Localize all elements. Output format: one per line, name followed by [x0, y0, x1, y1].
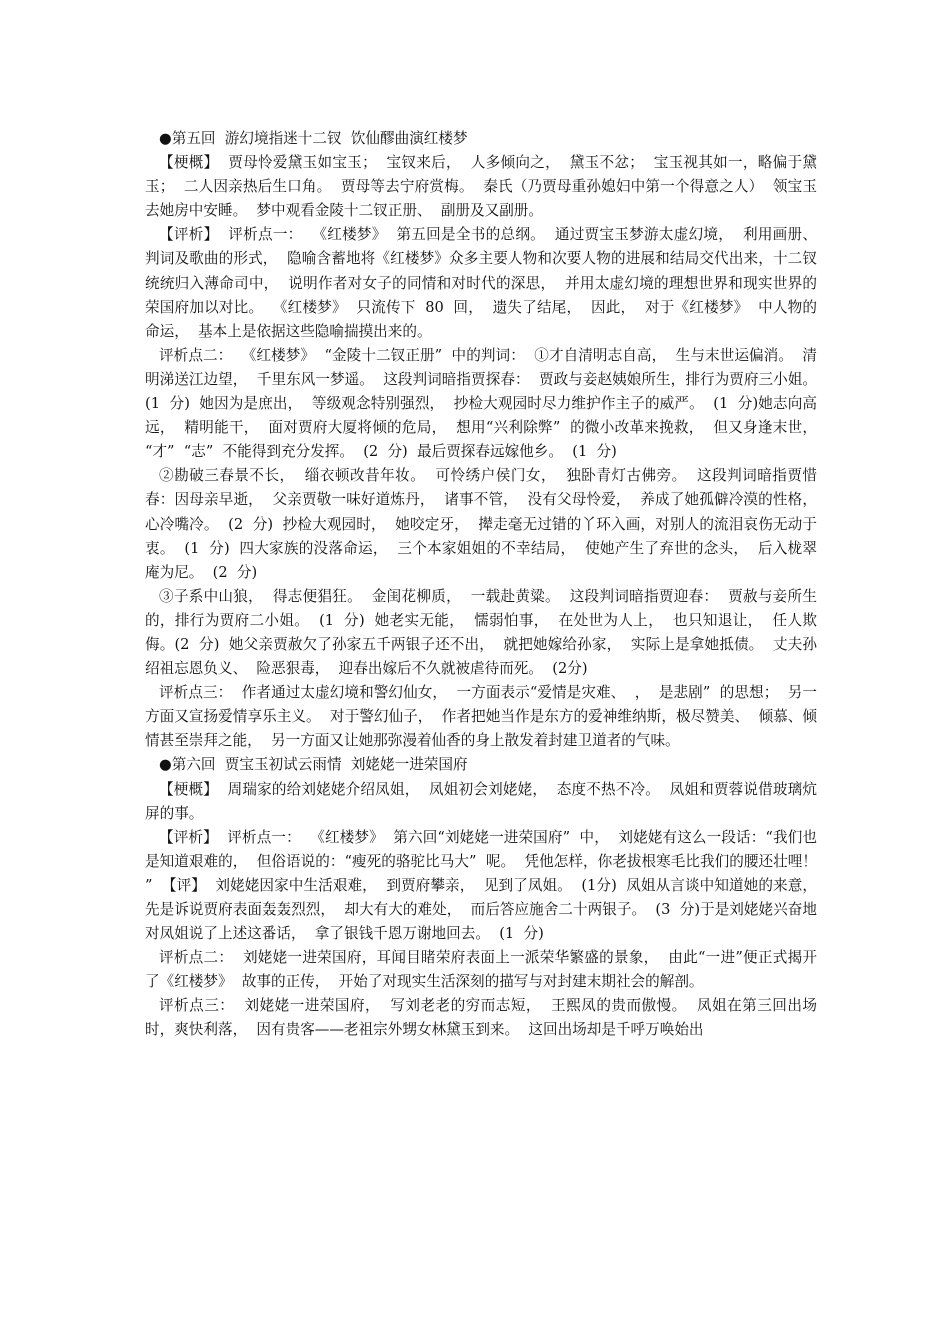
paragraph: 评析点三： 刘姥姥一进荣国府， 写刘老老的穷而志短， 王熙凤的贵而傲慢。 凤姐在第三回出场时，爽快利落， 因有贵客——老祖宗外甥女林黛玉到来。 这回出场却是千呼万唤始出: [145, 997, 817, 1039]
paragraph: 【评析】 评析点一： 《红楼梦》 第五回是全书的总纲。 通过贾宝玉梦游太虚幻境， 利用画册、判词及歌曲的形式， 隐喻含蓄地将《红楼梦》众多主要人物和次要人物的进展和结局交代出来，十二钗统统归入薄命司中， 说明作者对女子的同情和对时代的深思， 并用太虚幻境的理想世界和现实世界的荣国府加以对比。 《红楼梦》 只流传下 80 回， 遗失了结尾， 因此， 对于《红楼梦》 中人物的命运， 基本上是依据这些隐喻揣摸出来的。: [145, 226, 817, 340]
paragraph: 【评析】 评析点一： 《红楼梦》 第六回“刘姥姥一进荣国府” 中， 刘姥姥有这么一段话：“我们也是知道艰难的， 但俗语说的：“瘦死的骆驼比马大” 呢。 凭他怎样，你老拔根寒毛比我们的腰还壮哩！ ” 【评】 刘姥姥因家中生活艰难， 到贾府攀亲， 见到了凤姐。 (1分) 凤姐从言谈中知道她的来意， 先是诉说贾府表面轰轰烈烈， 却大有大的难处， 而后答应施舍二十两银子。 (3 分)于是刘姥姥兴奋地对凤姐说了上述这番话， 拿了银钱千恩万谢地回去。 (1 分): [145, 828, 827, 943]
chapter-heading: ●第六回 贾宝玉初试云雨情 刘姥姥一进荣国府: [159, 756, 468, 774]
paragraph: ②勘破三春景不长， 缁衣顿改昔年妆。 可怜绣户侯门女， 独卧青灯古佛旁。 这段判词暗指贾惜春：因母亲早逝， 父亲贾敬一味好道炼丹， 诸事不管， 没有父母怜爱， 养成了她孤僻冷漠的性格， 心冷嘴冷。 (2 分) 抄检大观园时， 她咬定牙， 撵走毫无过错的丫环入画，对别人的流泪哀伤无动于衷。 (1 分) 四大家族的没落命运， 三个本家姐姐的不幸结局， 使她产生了弃世的念头， 后入栊翠庵为尼。 (2 分): [145, 467, 827, 581]
paragraph: 【梗概】 周瑞家的给刘姥姥介绍凤姐， 凤姐初会刘姥姥， 态度不热不冷。 凤姐和贾蓉说借玻璃炕屏的事。: [145, 780, 817, 822]
paragraph: ③子系中山狼， 得志便猖狂。 金闺花柳质， 一载赴黄粱。 这段判词暗指贾迎春： 贾赦与妾所生的，排行为贾府二小姐。 (1 分) 她老实无能， 懦弱怕事， 在处世为人上， 也只知退让， 任人欺侮。(2 分) 她父亲贾赦欠了孙家五千两银子还不出， 就把她嫁给孙家， 实际上是拿她抵债。 丈夫孙绍祖忘恩负义、 险恶狠毒， 迎春出嫁后不久就被虐待而死。 (2分): [145, 587, 817, 678]
document-page: [145, 127, 827, 1043]
paragraph: 【梗概】 贾母怜爱黛玉如宝玉； 宝钗来后， 人多倾向之， 黛玉不忿； 宝玉视其如一，略偏于黛玉； 二人因亲热后生口角。 贾母等去宁府赏梅。 秦氏（乃贾母重孙媳妇中第一个得意之人） 领宝玉去她房中安睡。 梦中观看金陵十二钗正册、 副册及又副册。: [145, 154, 817, 220]
paragraph: 评析点二： 《红楼梦》 “金陵十二钗正册” 中的判词： ①才自清明志自高， 生与末世运偏消。 清明涕送江边望， 千里东风一梦遥。 这段判词暗指贾探春： 贾政与妾赵姨娘所生，排行为贾府三小姐。 (1 分) 她因为是庶出， 等级观念特别强烈， 抄检大观园时尽力维护作主子的威严。 (1 分)她志向高远， 精明能干， 面对贾府大厦将倾的危局， 想用“兴利除弊” 的微小改革来挽救， 但又身逢末世， “才” “志” 不能得到充分发挥。 (2 分) 最后贾探春远嫁他乡。 (1 分): [145, 346, 827, 461]
paragraph: 评析点三： 作者通过太虚幻境和警幻仙女， 一方面表示“爱情是灾难、 ， 是悲剧” 的思想； 另一方面又宣扬爱情享乐主义。 对于警幻仙子， 作者把她当作是东方的爱神维纳斯，极尽赞美、 倾慕、倾情甚至崇拜之能， 另一方面又让她那弥漫着仙香的身上散发着封建卫道者的气味。: [145, 684, 817, 750]
chapter-heading: ●第五回 游幻境指迷十二钗 饮仙醪曲演红楼梦: [159, 130, 468, 147]
paragraph: 评析点二： 刘姥姥一进荣国府，耳闻目睹荣府表面上一派荣华繁盛的景象， 由此“一进”便正式揭开了《红楼梦》 故事的正传， 开始了对现实生活深刻的描写与对封建末期社会的解剖。: [145, 949, 817, 991]
